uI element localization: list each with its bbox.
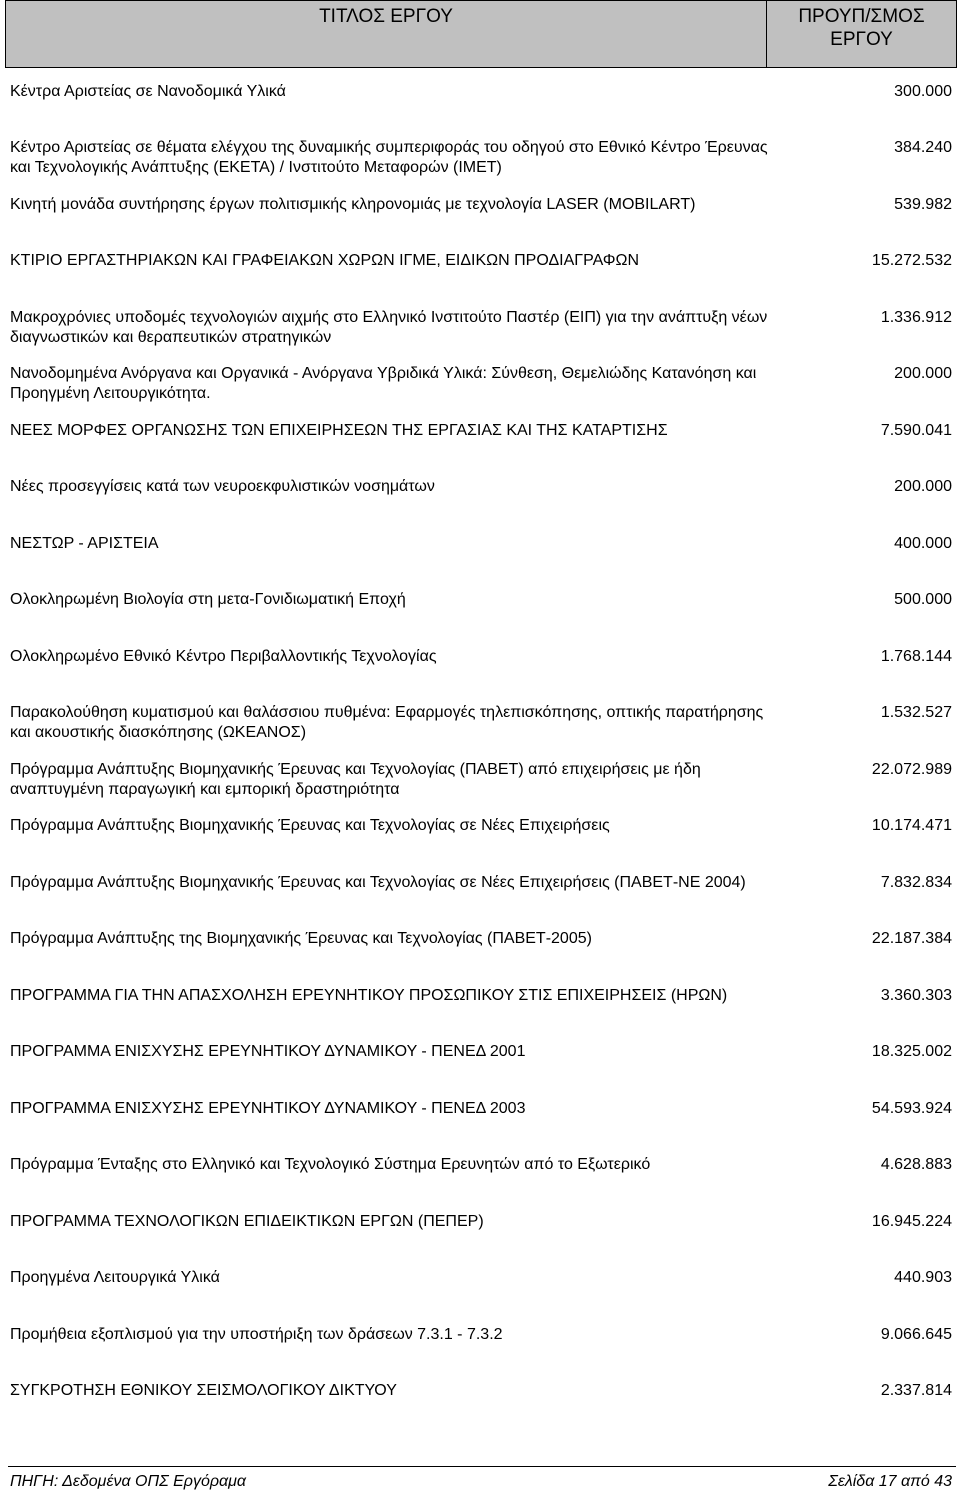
- project-budget: 22.072.989: [871, 761, 952, 778]
- project-row: [10, 1155, 952, 1175]
- project-row: [10, 1212, 952, 1232]
- project-budget: 10.174.471: [871, 817, 952, 834]
- project-title: ΠΡΟΓΡΑΜΜΑ ΕΝΙΣΧΥΣΗΣ ΕΡΕΥΝΗΤΙΚΟΥ ΔΥΝΑΜΙΚΟΥ - ΠΕΝΕΔ 2001: [10, 1043, 526, 1060]
- project-budget: 3.360.303: [880, 987, 952, 1004]
- project-row: [10, 421, 952, 441]
- project-title: Μακροχρόνιες υποδομές τεχνολογιών αιχμής στο Ελληνικό Ινστιτούτο Παστέρ (ΕΙΠ) για την ανάπτυξη νέων διαγνωστικών και θεραπευτικών στρατηγικών: [10, 309, 768, 346]
- page-footer: [10, 1472, 952, 1492]
- project-row: [10, 873, 952, 893]
- project-title: Πρόγραμμα Ανάπτυξης Βιομηχανικής Έρευνας και Τεχνολογίας (ΠΑΒΕΤ) από επιχειρήσεις με ήδη αναπτυγμένη παραγωγική και εμπορική δραστηριότητα: [10, 761, 701, 798]
- project-budget: 9.066.645: [880, 1326, 952, 1343]
- project-row: [10, 703, 952, 743]
- project-title: ΠΡΟΓΡΑΜΜΑ ΓΙΑ ΤΗΝ ΑΠΑΣΧΟΛΗΣΗ ΕΡΕΥΝΗΤΙΚΟΥ ΠΡΟΣΩΠΙΚΟΥ ΣΤΙΣ ΕΠΙΧΕΙΡΗΣΕΙΣ (ΗΡΩΝ): [10, 987, 728, 1004]
- project-row: [10, 195, 952, 215]
- project-title: ΠΡΟΓΡΑΜΜΑ ΕΝΙΣΧΥΣΗΣ ΕΡΕΥΝΗΤΙΚΟΥ ΔΥΝΑΜΙΚΟΥ - ΠΕΝΕΔ 2003: [10, 1100, 526, 1117]
- project-title-column-header: [6, 1, 767, 67]
- budget-header-label-line2: ΕΡΓΟΥ: [830, 29, 893, 50]
- project-title: Πρόγραμμα Ανάπτυξης Βιομηχανικής Έρευνας και Τεχνολογίας σε Νέες Επιχειρήσεις: [10, 817, 610, 834]
- project-row: [10, 308, 952, 348]
- project-title: ΣΥΓΚΡΟΤΗΣΗ ΕΘΝΙΚΟΥ ΣΕΙΣΜΟΛΟΓΙΚΟΥ ΔΙΚΤΥΟΥ: [10, 1382, 397, 1399]
- project-title: ΠΡΟΓΡΑΜΜΑ ΤΕΧΝΟΛΟΓΙΚΩΝ ΕΠΙΔΕΙΚΤΙΚΩΝ ΕΡΓΩΝ (ΠΕΠΕΡ): [10, 1213, 484, 1230]
- project-budget: 200.000: [894, 365, 952, 382]
- project-budget: 2.337.814: [880, 1382, 952, 1399]
- project-title: Παρακολούθηση κυματισμού και θαλάσσιου πυθμένα: Εφαρμογές τηλεπισκόπησης, οπτικής παρατήρησης και ακουστικής διασκόπησης (ΩΚΕΑΝΟΣ): [10, 704, 764, 741]
- footer-page-number: Σελίδα 17 από 43: [828, 1473, 952, 1490]
- project-title: Πρόγραμμα Ανάπτυξης Βιομηχανικής Έρευνας και Τεχνολογίας σε Νέες Επιχειρήσεις (ΠΑΒΕΤ-ΝΕ 2004): [10, 874, 746, 891]
- project-title: Ολοκληρωμένη Βιολογία στη μετα-Γονιδιωματική Εποχή: [10, 591, 406, 608]
- project-row: [10, 986, 952, 1006]
- project-row: [10, 1381, 952, 1401]
- project-title: Κινητή μονάδα συντήρησης έργων πολιτισμικής κληρονομιάς με τεχνολογία LASER (MOBILART): [10, 196, 696, 213]
- project-row: [10, 364, 952, 404]
- project-row: [10, 647, 952, 667]
- footer-source: ΠΗΓΗ: Δεδομένα ΟΠΣ Εργόραμα: [10, 1473, 247, 1490]
- project-budget: 16.945.224: [871, 1213, 952, 1230]
- project-title: Προμήθεια εξοπλισμού για την υποστήριξη των δράσεων 7.3.1 - 7.3.2: [10, 1326, 503, 1343]
- project-budget: 539.982: [894, 196, 952, 213]
- project-row: [10, 1099, 952, 1119]
- project-row: [10, 82, 952, 102]
- project-row: [10, 138, 952, 178]
- project-budget: 384.240: [894, 139, 952, 156]
- project-budget: 7.832.834: [880, 874, 952, 891]
- project-title: Κέντρο Αριστείας σε θέματα ελέγχου της δυναμικής συμπεριφοράς του οδηγού στο Εθνικό Κέντρο Έρευνας και Τεχνολογικής Ανάπτυξης (ΕΚΕΤΑ) / Ινστιτούτο Μεταφορών (ΙΜΕΤ): [10, 139, 768, 176]
- project-title: Πρόγραμμα Ένταξης στο Ελληνικό και Τεχνολογικό Σύστημα Ερευνητών από το Εξωτερικό: [10, 1156, 651, 1173]
- project-title-header-label: ΤΙΤΛΟΣ ΕΡΓΟΥ: [319, 6, 453, 27]
- project-title: Πρόγραμμα Ανάπτυξης της Βιομηχανικής Έρευνας και Τεχνολογίας (ΠΑΒΕΤ-2005): [10, 930, 592, 947]
- project-row: [10, 251, 952, 271]
- project-title: Νέες προσεγγίσεις κατά των νευροεκφυλιστικών νοσημάτων: [10, 478, 435, 495]
- project-row: [10, 760, 952, 800]
- project-row: [10, 590, 952, 610]
- project-budget: 500.000: [894, 591, 952, 608]
- project-title: Νανοδομημένα Ανόργανα και Οργανικά - Ανόργανα Υβριδικά Υλικά: Σύνθεση, Θεμελιώδης Κατανόηση και Προηγμένη Λειτουργικότητα.: [10, 365, 757, 402]
- project-row: [10, 1268, 952, 1288]
- project-title: Κέντρα Αριστείας σε Νανοδομικά Υλικά: [10, 83, 286, 100]
- table-header: [5, 0, 957, 68]
- project-title: ΚΤΙΡΙΟ ΕΡΓΑΣΤΗΡΙΑΚΩΝ ΚΑΙ ΓΡΑΦΕΙΑΚΩΝ ΧΩΡΩΝ ΙΓΜΕ, ΕΙΔΙΚΩΝ ΠΡΟΔΙΑΓΡΑΦΩΝ: [10, 252, 640, 269]
- project-row: [10, 929, 952, 949]
- project-budget: 1.768.144: [880, 648, 952, 665]
- project-budget: 1.532.527: [880, 704, 952, 721]
- project-title: ΝΕΣΤΩΡ - ΑΡΙΣΤΕΙΑ: [10, 535, 159, 552]
- project-budget: 7.590.041: [880, 422, 952, 439]
- project-budget: 300.000: [894, 83, 952, 100]
- footer-divider: [8, 1466, 956, 1467]
- project-title: Προηγμένα Λειτουργικά Υλικά: [10, 1269, 220, 1286]
- project-row: [10, 816, 952, 836]
- budget-header-label-line1: ΠΡΟΥΠ/ΣΜΟΣ: [798, 6, 925, 27]
- project-row: [10, 534, 952, 554]
- project-budget: 15.272.532: [871, 252, 952, 269]
- project-title: ΝΕΕΣ ΜΟΡΦΕΣ ΟΡΓΑΝΩΣΗΣ ΤΩΝ ΕΠΙΧΕΙΡΗΣΕΩΝ ΤΗΣ ΕΡΓΑΣΙΑΣ ΚΑΙ ΤΗΣ ΚΑΤΑΡΤΙΣΗΣ: [10, 422, 668, 439]
- project-budget: 1.336.912: [880, 309, 952, 326]
- project-budget: 18.325.002: [871, 1043, 952, 1060]
- project-row: [10, 1042, 952, 1062]
- project-budget: 4.628.883: [880, 1156, 952, 1173]
- project-budget: 54.593.924: [871, 1100, 952, 1117]
- project-budget: 22.187.384: [871, 930, 952, 947]
- project-budget: 200.000: [894, 478, 952, 495]
- project-budget-column-header: [767, 1, 956, 67]
- project-row: [10, 477, 952, 497]
- project-budget: 440.903: [894, 1269, 952, 1286]
- project-budget: 400.000: [894, 535, 952, 552]
- project-title: Ολοκληρωμένο Εθνικό Κέντρο Περιβαλλοντικής Τεχνολογίας: [10, 648, 437, 665]
- project-row: [10, 1325, 952, 1345]
